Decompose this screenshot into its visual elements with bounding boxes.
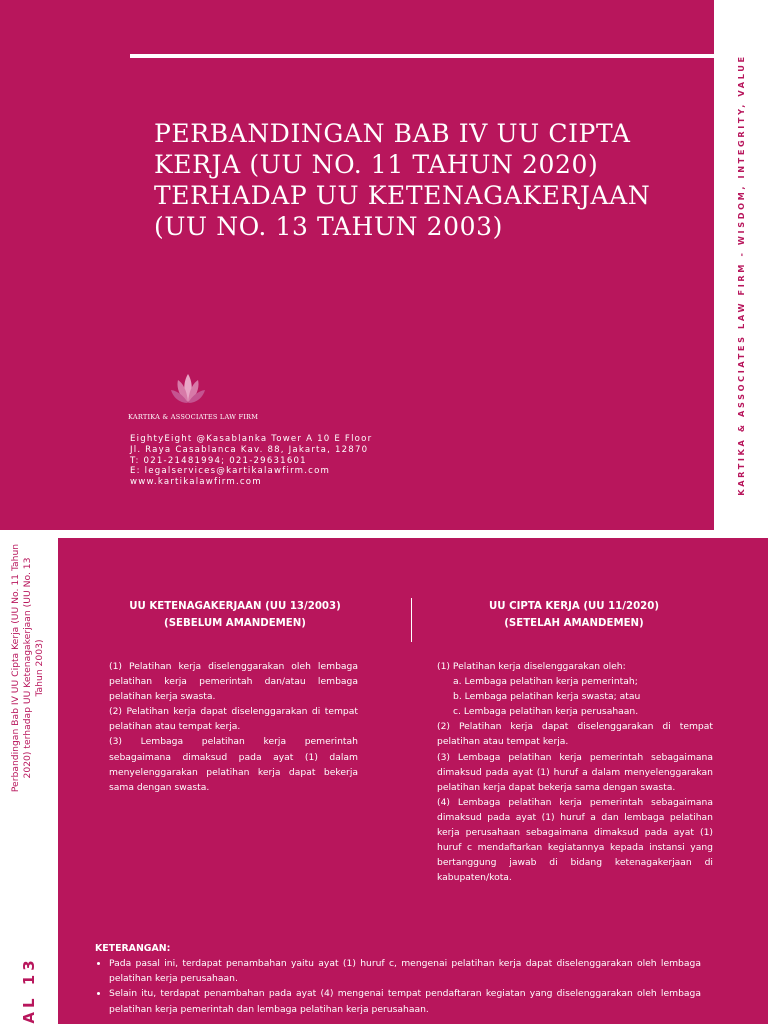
- paragraph: (2) Pelatihan kerja dapat diselenggarakan di tempat pelatihan atau tempat kerja.: [109, 706, 358, 733]
- email-line: E: legalservices@kartikalawfirm.com: [130, 466, 331, 477]
- notes-list: [95, 956, 701, 1017]
- section-code: AL 13: [20, 956, 38, 1024]
- address-line: EightyEight @Kasablanka Tower A 10 E Floor: [130, 434, 373, 444]
- firm-name: KARTIKA & ASSOCIATES LAW FIRM: [128, 413, 259, 421]
- list-item: c. Lembaga pelatihan kerja perusahaan.: [453, 706, 639, 718]
- paragraph: (4) Lembaga pelatihan kerja pemerintah sebagaimana dimaksud pada ayat (1) huruf a dan lembaga pelatihan kerja perusahaan sebagaimana dimaksud pada ayat (1) huruf c mendaftarkan kegiatannya kepada instansi yang bertanggung jawab di bidang ketenagakerjaan di kabupaten/kota.: [437, 796, 713, 884]
- paragraph: (3) Lembaga pelatihan kerja pemerintah sebagaimana dimaksud pada ayat (1) huruf a dalam menyelenggarakan pelatihan kerja dapat bekerja sama dengan swasta.: [437, 751, 713, 793]
- note-item: • Selain itu, terdapat penambahan pada ayat (4) mengenai tempat pendaftaran kegiatan yang diselenggarakan oleh lembaga pelatihan kerja pemerintah dan lembaga pelatihan kerja perusahaan.: [109, 986, 701, 1016]
- contact-address: [130, 434, 372, 488]
- right-column-heading: UU CIPTA KERJA (UU 11/2020) (SETELAH AMANDEMEN): [489, 601, 659, 629]
- left-column-text: [109, 659, 358, 795]
- running-title: Perbandingan Bab IV UU Cipta Kerja (UU No. 11 Tahun 2020) terhadap UU Ketenagakerjaan (UU No. 13 Tahun 2003): [10, 543, 45, 793]
- notes-heading: KETERANGAN:: [95, 943, 171, 954]
- firm-tagline: KARTIKA & ASSOCIATES LAW FIRM - WISDOM, INTEGRITY, VALUE: [736, 54, 746, 496]
- notes-section: [95, 942, 701, 1017]
- left-column-heading: UU KETENAGAKERJAAN (UU 13/2003) (SEBELUM AMANDEMEN): [129, 601, 341, 629]
- title-rule: [130, 54, 714, 58]
- paragraph: (1) Pelatihan kerja diselenggarakan oleh lembaga pelatihan kerja pemerintah dan/atau lembaga pelatihan kerja swasta.: [109, 661, 358, 703]
- website-line: www.kartikalawfirm.com: [130, 477, 262, 488]
- page-divider: [0, 530, 768, 538]
- paragraph: (3) Lembaga pelatihan kerja pemerintah sebagaimana dimaksud pada ayat (1) dalam menyelenggarakan pelatihan kerja dapat bekerja sama dengan swasta.: [109, 736, 358, 793]
- column-divider: [411, 598, 412, 642]
- paragraph: (1) Pelatihan kerja diselenggarakan oleh:: [437, 661, 626, 672]
- paragraph: (2) Pelatihan kerja dapat diselenggarakan di tempat pelatihan atau tempat kerja.: [437, 721, 713, 748]
- document-title: PERBANDINGAN BAB IV UU CIPTA KERJA (UU NO. 11 TAHUN 2020) TERHADAP UU KETENAGAKERJAAN (UU NO. 13 TAHUN 2003): [154, 119, 651, 241]
- right-column-text: [437, 659, 713, 885]
- address-line: Jl. Raya Casablanca Kav. 88, Jakarta, 12870: [130, 444, 369, 455]
- list-item: a. Lembaga pelatihan kerja pemerintah;: [453, 676, 638, 688]
- lotus-logo-icon: [168, 372, 208, 408]
- phone-line: T: 021-21481994; 021-29631601: [130, 455, 307, 466]
- list-item: b. Lembaga pelatihan kerja swasta; atau: [453, 691, 641, 703]
- note-item: • Pada pasal ini, terdapat penambahan yaitu ayat (1) huruf c, mengenai pelatihan kerja dapat diselenggarakan oleh lembaga pelatihan kerja perusahaan.: [109, 956, 701, 986]
